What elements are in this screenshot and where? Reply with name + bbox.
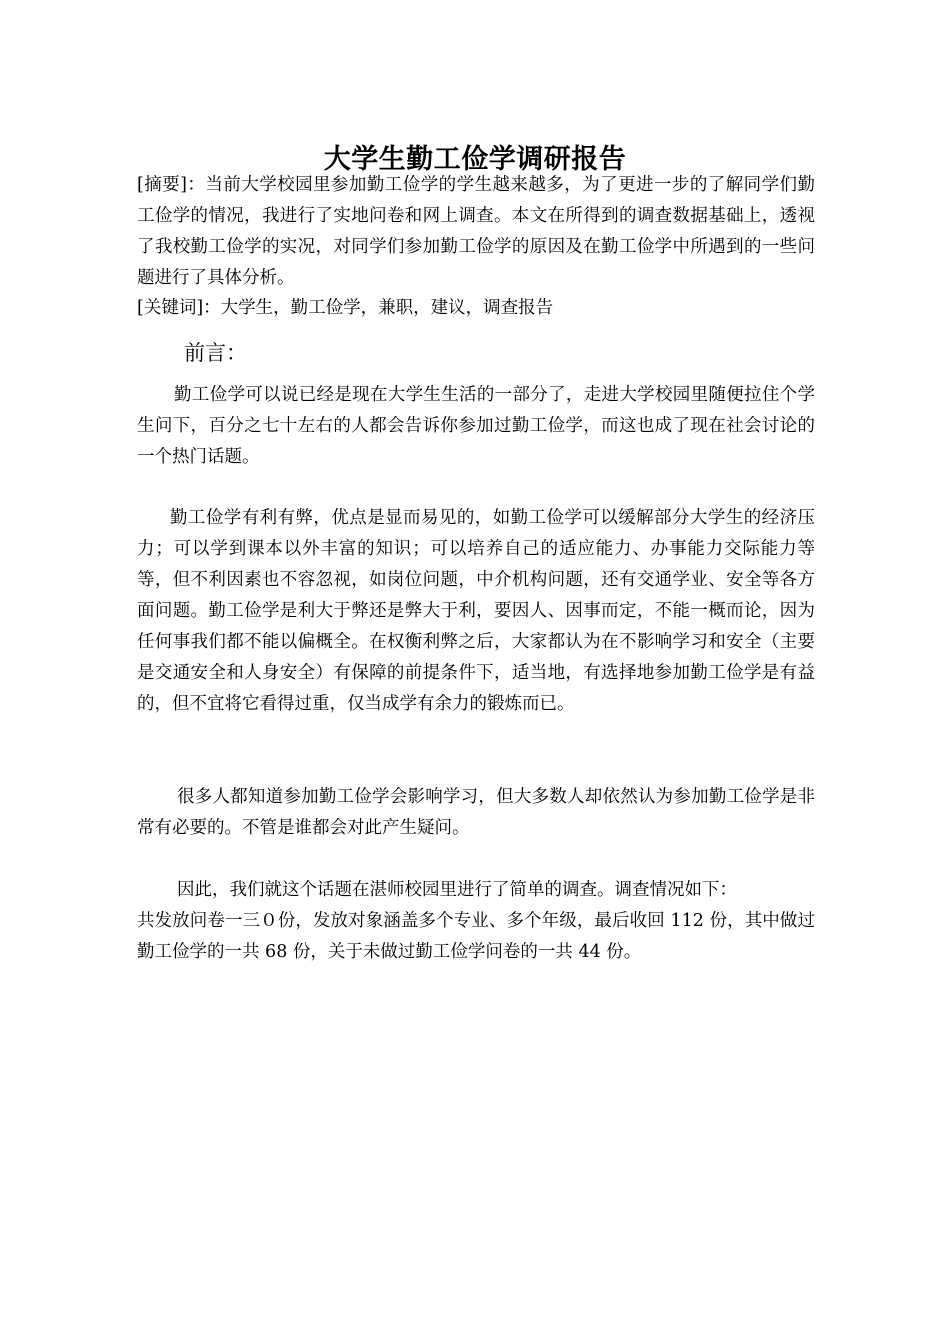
survey-statistics-paragraph: 共发放问卷一三０份，发放对象涵盖多个专业、多个年级，最后收回 112 份，其中做过勤工俭学的一共 68 份，关于未做过勤工俭学问卷的一共 44 份。 [137,911,815,962]
body-paragraph-4: 因此，我们就这个话题在湛师校园里进行了简单的调查。调查情况如下： [177,880,737,900]
body-paragraph-1: 勤工俭学可以说已经是现在大学生生活的一部分了，走进大学校园里随便拉住个学生问下，百分之七十左右的人都会告诉你参加过勤工俭学，而这也成了现在社会讨论的一个热门话题。 [137,385,815,467]
keywords-line: [关键词]：大学生，勤工俭学，兼职，建议，调查报告 [137,298,554,318]
document-title: 大学生勤工俭学调研报告 [323,144,627,176]
preface-heading: 前言： [184,341,247,365]
body-paragraph-3: 很多人都知道参加勤工俭学会影响学习，但大多数人却依然认为参加勤工俭学是非常有必要的。不管是谁都会对此产生疑问。 [137,787,815,838]
body-paragraph-2: 勤工俭学有利有弊，优点是显而易见的，如勤工俭学可以缓解部分大学生的经济压力；可以学到课本以外丰富的知识；可以培养自己的适应能力、办事能力交际能力等等，但不利因素也不容忽视，如岗位问题，中介机构问题，还有交通学业、安全等各方面问题。勤工俭学是利大于弊还是弊大于利，要因人、因事而定，不能一概而论，因为任何事我们都不能以偏概全。在权衡利弊之后，大家都认为在不影响学习和安全（主要是交通安全和人身安全）有保障的前提条件下，适当地，有选择地参加勤工俭学是有益的，但不宜将它看得过重，仅当成学有余力的锻炼而已。 [137,508,815,714]
abstract-paragraph: [摘要]：当前大学校园里参加勤工俭学的学生越来越多，为了更进一步的了解同学们勤工俭学的情况，我进行了实地问卷和网上调查。本文在所得到的调查数据基础上，透视了我校勤工俭学的实况，对同学们参加勤工俭学的原因及在勤工俭学中所遇到的一些问题进行了具体分析。 [137,175,815,288]
